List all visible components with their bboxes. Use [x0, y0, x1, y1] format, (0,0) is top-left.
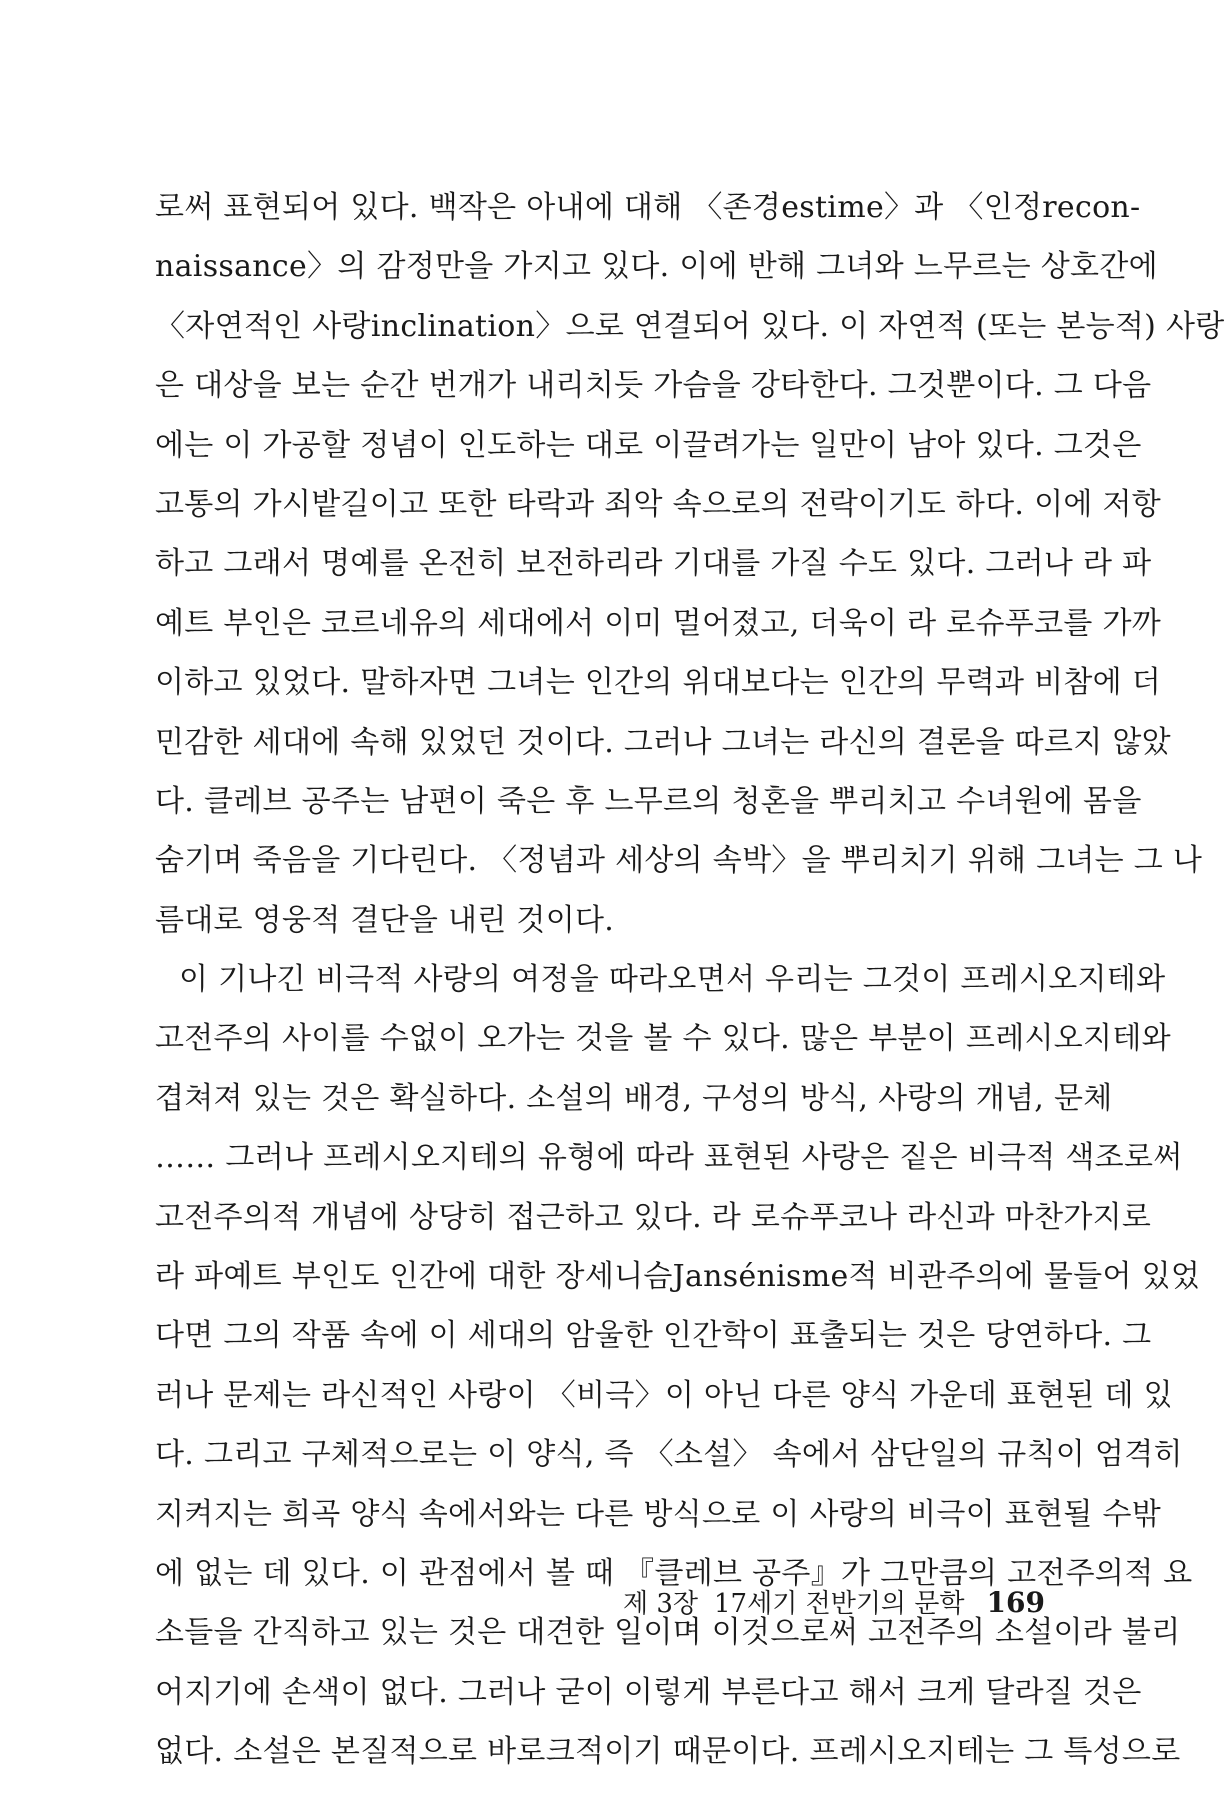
text-line: 다. 클레브 공주는 남편이 죽은 후 느무르의 청혼을 뿌리치고 수녀원에 몸을: [155, 783, 1142, 819]
text-line: 에 없는 데 있다. 이 관점에서 볼 때 『클레브 공주』가 그만큼의 고전주의적 요: [155, 1555, 1193, 1591]
text-line: 예트 부인은 코르네유의 세대에서 이미 멀어졌고, 더욱이 라 로슈푸코를 가까: [155, 605, 1162, 641]
section-title: 17세기 전반기의 문학: [714, 1589, 965, 1619]
text-line: 없다. 소설은 본질적으로 바로크적이기 때문이다. 프레시오지테는 그 특성으로: [155, 1734, 1181, 1770]
text-line: 로써 표현되어 있다. 백작은 아내에 대해 〈존경estime〉과 〈인정recon-: [155, 190, 1141, 225]
body-text: [155, 178, 1225, 1782]
text-line: 민감한 세대에 속해 있었던 것이다. 그러나 그녀는 라신의 결론을 따르지 않았: [155, 724, 1171, 760]
text-line: 소들을 간직하고 있는 것은 대견한 일이며 이것으로써 고전주의 소설이라 불리: [155, 1615, 1181, 1651]
text-line: 은 대상을 보는 순간 번개가 내리치듯 가슴을 강타한다. 그것뿐이다. 그 다음: [155, 368, 1152, 404]
text-line: 다면 그의 작품 속에 이 세대의 암울한 인간학이 표출되는 것은 당연하다. 그: [155, 1318, 1152, 1354]
text-line: 겹쳐져 있는 것은 확실하다. 소설의 배경, 구성의 방식, 사랑의 개념, 문체: [155, 1080, 1113, 1116]
text-line: …… 그러나 프레시오지테의 유형에 따라 표현된 사랑은 짙은 비극적 색조로써: [155, 1140, 1183, 1176]
text-line: 이 기나긴 비극적 사랑의 여정을 따라오면서 우리는 그것이 프레시오지테와: [179, 962, 1166, 998]
text-line: 하고 그래서 명예를 온전히 보전하리라 기대를 가질 수도 있다. 그러나 라 파: [155, 546, 1152, 582]
text-line: 이하고 있었다. 말하자면 그녀는 인간의 위대보다는 인간의 무력과 비참에 더: [155, 665, 1162, 701]
text-line: naissance〉의 감정만을 가지고 있다. 이에 반해 그녀와 느무르는 상호간에: [155, 249, 1158, 285]
text-line: 러나 문제는 라신적인 사랑이 〈비극〉이 아닌 다른 양식 가운데 표현된 데 있: [155, 1377, 1173, 1413]
text-line: 름대로 영웅적 결단을 내린 것이다.: [155, 902, 615, 938]
text-line: 라 파예트 부인도 인간에 대한 장세니슴Jansénisme적 비관주의에 물들어 있었: [155, 1259, 1201, 1295]
page-number: 169: [986, 1586, 1045, 1619]
text-line: 고전주의 사이를 수없이 오가는 것을 볼 수 있다. 많은 부분이 프레시오지테와: [155, 1021, 1171, 1057]
paragraph: [155, 178, 1225, 950]
text-line: 숨기며 죽음을 기다린다. 〈정념과 세상의 속박〉을 뿌리치기 위해 그녀는 그 나: [155, 843, 1203, 879]
text-line: 〈자연적인 사랑inclination〉으로 연결되어 있다. 이 자연적 (또는 본능적) 사랑: [155, 308, 1225, 344]
text-line: 다. 그리고 구체적으로는 이 양식, 즉 〈소설〉 속에서 삼단일의 규칙이 엄격히: [155, 1437, 1183, 1473]
text-line: 지켜지는 희곡 양식 속에서와는 다른 방식으로 이 사랑의 비극이 표현될 수밖: [155, 1496, 1162, 1532]
text-line: 고통의 가시밭길이고 또한 타락과 죄악 속으로의 전락이기도 하다. 이에 저항: [155, 486, 1162, 522]
text-line: 에는 이 가공할 정념이 인도하는 대로 이끌려가는 일만이 남아 있다. 그것은: [155, 427, 1142, 463]
text-line: 고전주의적 개념에 상당히 접근하고 있다. 라 로슈푸코나 라신과 마찬가지로: [155, 1199, 1152, 1235]
running-footer: [622, 1583, 1045, 1623]
text-line: 어지기에 손색이 없다. 그러나 굳이 이렇게 부른다고 해서 크게 달라질 것은: [155, 1674, 1142, 1710]
paragraph: [155, 950, 1201, 1781]
chapter-label: 제 3장: [622, 1589, 698, 1619]
